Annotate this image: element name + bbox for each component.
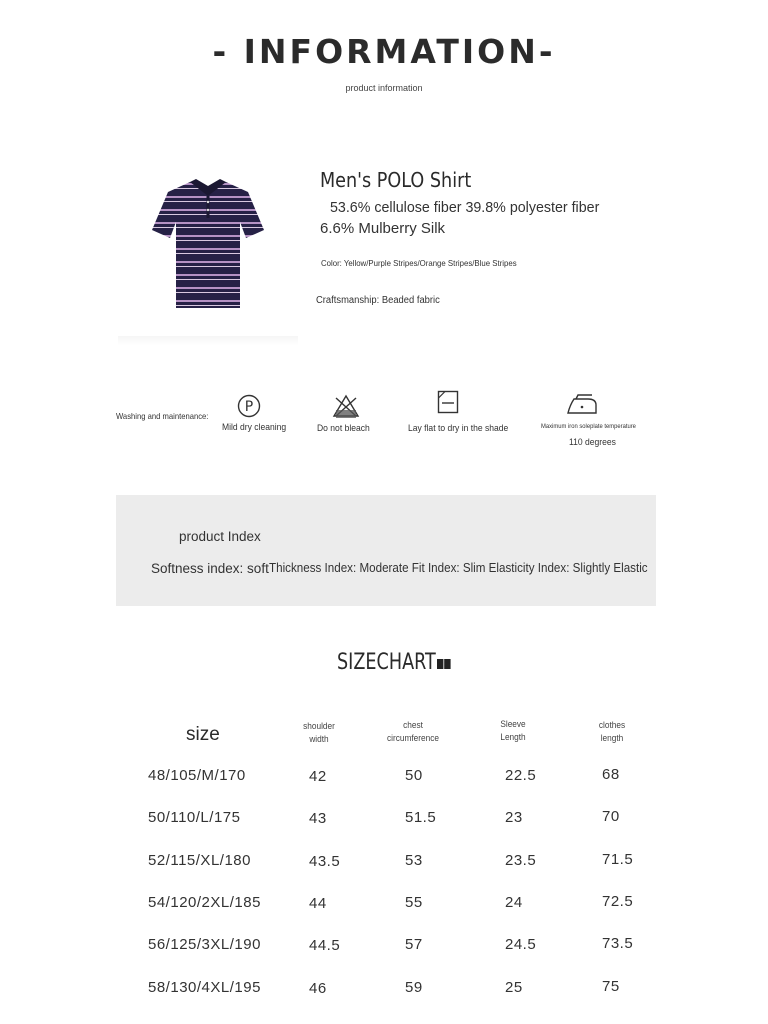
- shoulder-cell: 43.5: [309, 853, 341, 870]
- chest-cell: 59: [405, 979, 423, 996]
- chest-cell: 50: [405, 767, 423, 784]
- length-cell: 75: [602, 978, 620, 995]
- product-index-title: product Index: [179, 529, 261, 544]
- sleeve-header: [492, 718, 534, 744]
- craftsmanship: Craftsmanship: Beaded fabric: [316, 295, 440, 306]
- sleeve-cell: 22.5: [505, 767, 537, 784]
- size-cell: 48/105/M/170: [148, 767, 246, 784]
- page-subtitle: product information: [345, 83, 423, 93]
- length-cell: 73.5: [602, 935, 634, 952]
- length-cell: 70: [602, 808, 620, 825]
- unknown-glyph-icon: [437, 659, 443, 669]
- size-cell: 50/110/L/175: [148, 809, 241, 826]
- clothes-header-line1: clothes: [598, 720, 626, 730]
- shoulder-header: [293, 720, 345, 746]
- image-shadow: [118, 336, 298, 346]
- sleeve-header-line2: Length: [500, 732, 526, 742]
- shoulder-header-line1: shoulder: [303, 721, 335, 731]
- clothes-header-line2: length: [600, 733, 624, 743]
- softness-index: Softness index: soft: [151, 561, 269, 576]
- composition-line-2: 6.6% Mulberry Silk: [320, 220, 446, 237]
- care-label-dry-clean: Mild dry cleaning: [222, 422, 287, 433]
- shoulder-header-line2: width: [309, 734, 329, 744]
- shoulder-cell: 46: [309, 980, 327, 997]
- care-label-no-bleach: Do not bleach: [317, 423, 370, 434]
- care-label-lay-flat: Lay flat to dry in the shade: [408, 423, 509, 434]
- chest-header-line2: circumference: [386, 733, 440, 743]
- shoulder-cell: 44: [309, 895, 327, 912]
- size-cell: 52/115/XL/180: [148, 852, 251, 869]
- length-cell: 72.5: [602, 893, 634, 910]
- clothes-length-header: [591, 719, 633, 745]
- lay-flat-dry-shade-icon: [437, 390, 459, 414]
- composition-line-1: 53.6% cellulose fiber 39.8% polyester fiber: [330, 199, 600, 216]
- page-title: - INFORMATION-: [212, 32, 556, 71]
- size-cell: 56/125/3XL/190: [148, 936, 261, 953]
- chest-cell: 53: [405, 852, 423, 869]
- chest-cell: 51.5: [405, 809, 437, 826]
- care-label-iron: Maximum iron soleplate temperature: [541, 423, 636, 430]
- product-name: Men's POLO Shirt: [320, 168, 472, 192]
- shoulder-cell: 42: [309, 768, 327, 785]
- no-bleach-icon: [332, 394, 360, 418]
- sleeve-cell: 24.5: [505, 936, 537, 953]
- washing-label: Washing and maintenance:: [116, 411, 209, 421]
- sleeve-cell: 25: [505, 979, 523, 996]
- chest-cell: 55: [405, 894, 423, 911]
- size-chart-title: [337, 650, 450, 675]
- chest-header: [383, 719, 444, 745]
- shoulder-cell: 44.5: [309, 937, 341, 954]
- size-cell: 58/130/4XL/195: [148, 979, 261, 996]
- length-cell: 68: [602, 766, 620, 783]
- sleeve-header-line1: Sleeve: [500, 719, 526, 729]
- sleeve-cell: 23: [505, 809, 523, 826]
- polo-shirt-image: [150, 178, 266, 312]
- sleeve-cell: 24: [505, 894, 523, 911]
- size-cell: 54/120/2XL/185: [148, 894, 261, 911]
- length-cell: 71.5: [602, 851, 634, 868]
- care-label-iron-temp: 110 degrees: [569, 437, 616, 448]
- shoulder-cell: 43: [309, 810, 327, 827]
- size-header: size: [186, 724, 220, 745]
- dry-clean-p-icon: [237, 394, 261, 418]
- chest-cell: 57: [405, 936, 423, 953]
- unknown-glyph-icon: [444, 659, 450, 669]
- iron-icon: [566, 393, 598, 415]
- svg-text:P: P: [244, 399, 254, 415]
- sleeve-cell: 23.5: [505, 852, 537, 869]
- other-indexes: Thickness Index: Moderate Fit Index: Slim Elasticity Index: Slightly Elastic: [269, 561, 648, 575]
- product-index-panel: [116, 495, 656, 606]
- chest-header-line1: chest: [403, 720, 423, 730]
- size-chart-title-text: SIZECHART: [337, 650, 436, 675]
- color-options: Color: Yellow/Purple Stripes/Orange Stripes/Blue Stripes: [321, 258, 517, 268]
